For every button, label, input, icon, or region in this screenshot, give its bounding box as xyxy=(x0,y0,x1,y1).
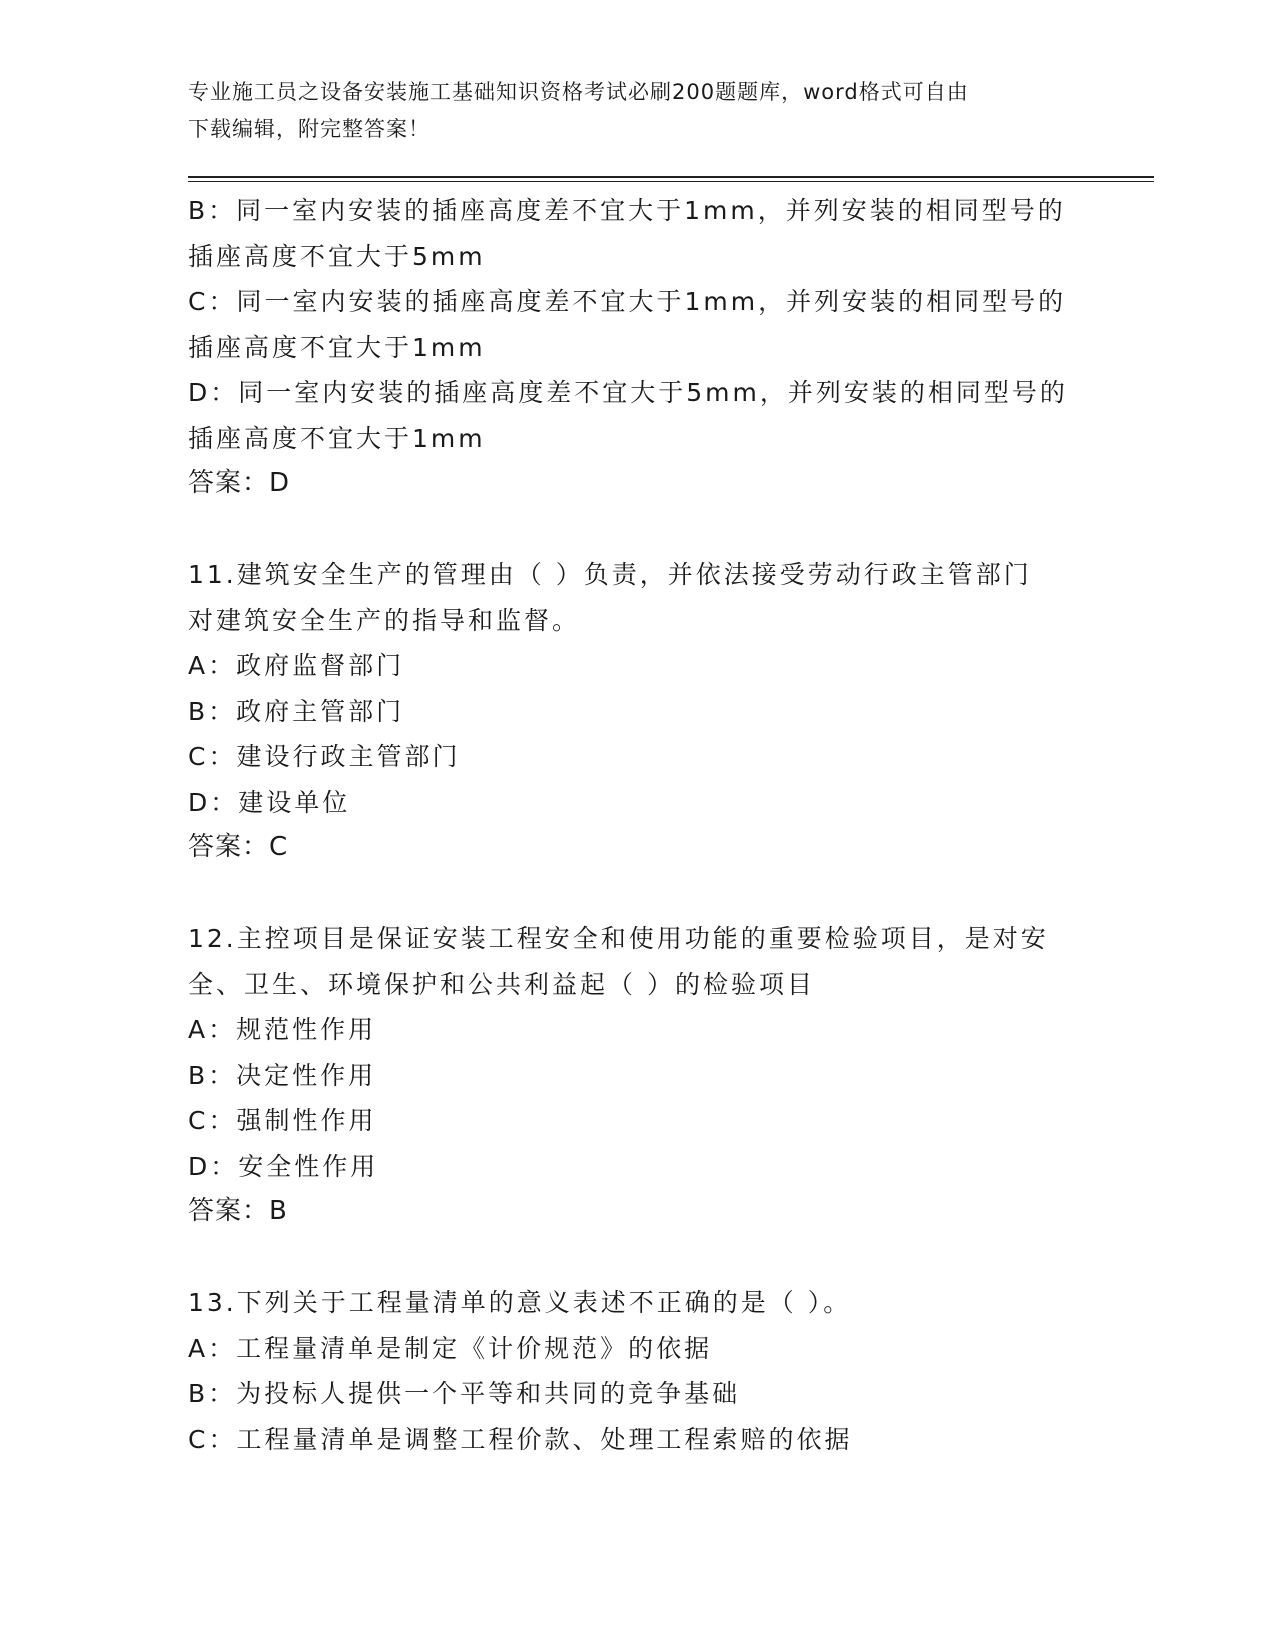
answer-text: 答案：D xyxy=(188,468,291,498)
option-c: C：建设行政主管部门 xyxy=(188,742,461,771)
question-stem-line-1: 13.下列关于工程量清单的意义表述不正确的是（ ）。 xyxy=(188,1288,852,1317)
question-13 xyxy=(188,1280,1088,1462)
option-d-line-1: D：同一室内安装的插座高度差不宜大于5mm，并列安装的相同型号的 xyxy=(188,378,1068,407)
option-c-line-1: C：同一室内安装的插座高度差不宜大于1mm，并列安装的相同型号的 xyxy=(188,287,1067,316)
question-stem-line-1: 12.主控项目是保证安装工程安全和使用功能的重要检验项目，是对安 xyxy=(188,924,1049,953)
prev-question xyxy=(188,188,1088,507)
option-b: B：决定性作用 xyxy=(188,1060,377,1090)
option-d: D：建设单位 xyxy=(188,787,351,817)
option-b-line-1: B：同一室内安装的插座高度差不宜大于1mm，并列安装的相同型号的 xyxy=(188,196,1066,225)
question-stem-line-2: 对建筑安全生产的指导和监督。 xyxy=(188,605,581,635)
option-d-line-2: 插座高度不宜大于1mm xyxy=(188,423,486,453)
answer-text: 答案：C xyxy=(188,832,289,862)
header-line-2: 下载编辑，附完整答案！ xyxy=(188,117,430,141)
option-c-line-2: 插座高度不宜大于1mm xyxy=(188,332,486,362)
question-stem-line-2: 全、卫生、环境保护和公共利益起（ ）的检验项目 xyxy=(188,969,815,999)
spacer xyxy=(188,507,1088,553)
option-a: A：政府监督部门 xyxy=(188,651,405,680)
spacer xyxy=(188,1235,1088,1281)
option-b: B：政府主管部门 xyxy=(188,696,405,726)
option-a: A：规范性作用 xyxy=(188,1015,377,1044)
question-content xyxy=(188,188,1088,1462)
question-11 xyxy=(188,552,1088,871)
option-c: C：强制性作用 xyxy=(188,1106,377,1135)
header-divider-thin xyxy=(188,181,1154,182)
spacer xyxy=(188,871,1088,917)
question-12 xyxy=(188,916,1088,1235)
answer-text: 答案：B xyxy=(188,1196,288,1226)
option-c: C：工程量清单是调整工程价款、处理工程索赔的依据 xyxy=(188,1424,853,1454)
option-a: A：工程量清单是制定《计价规范》的依据 xyxy=(188,1333,713,1363)
header-divider-thick xyxy=(188,176,1154,178)
question-stem-line-1: 11.建筑安全生产的管理由（ ）负责，并依法接受劳动行政主管部门 xyxy=(188,560,1032,589)
option-d: D：安全性作用 xyxy=(188,1151,379,1181)
header-line-1: 专业施工员之设备安装施工基础知识资格考试必刷200题题库，word格式可自由 xyxy=(188,80,969,104)
option-b: B：为投标人提供一个平等和共同的竞争基础 xyxy=(188,1379,741,1408)
option-b-line-2: 插座高度不宜大于5mm xyxy=(188,241,486,271)
document-header xyxy=(188,74,1068,148)
